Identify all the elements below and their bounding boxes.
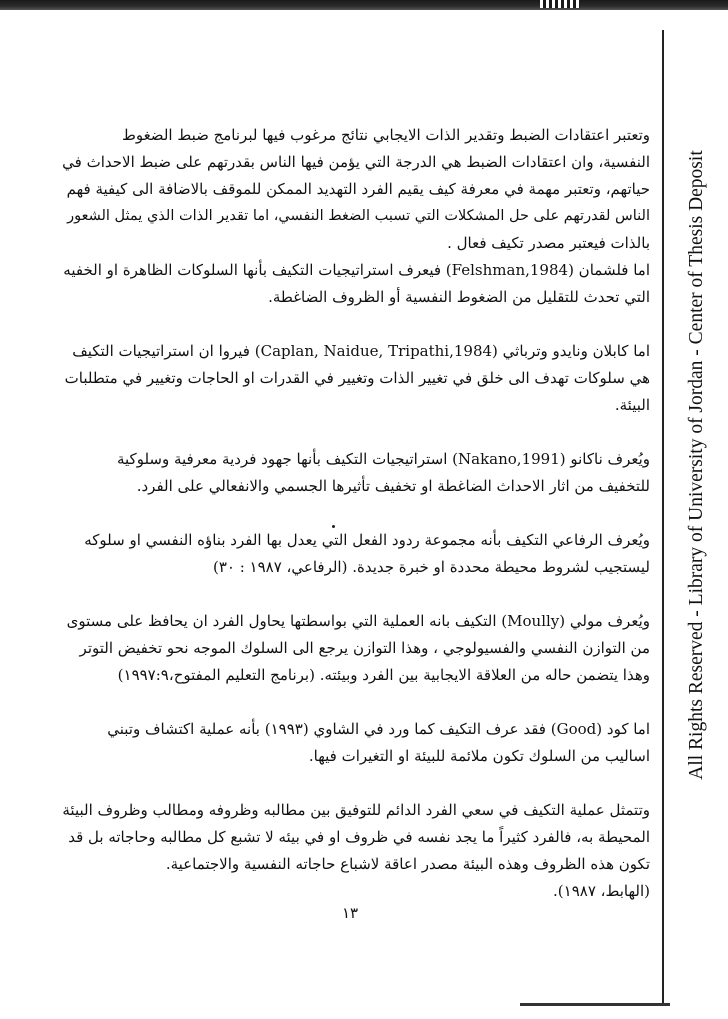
text-line: للتخفيف من اثار الاحداث الضاغطة او تخفيف تأثيرها الجسمي والانفعالي على الفرد. [136, 477, 650, 495]
text-line: التي تحدث للتقليل من الضغوط النفسية أو الظروف الضاغطة. [268, 288, 650, 306]
text-line: المحيطة به، فالفرد كثيراً ما يجد نفسه في ظروف او في بيئه لا تشبع كل مطالبه وحاجاته بل قد [68, 828, 650, 846]
text-line: وتعتبر اعتقادات الضبط وتقدير الذات الايجابي نتائج مرغوب فيها لبرنامج ضبط الضغوط [121, 126, 650, 144]
paragraph-adjustment-process [62, 797, 650, 905]
text-line: تكون هذه الظروف وهذه البيئة مصدر اعاقة لاشباع حاجاته النفسية والاجتماعية. [165, 855, 650, 873]
paragraph-moully [62, 608, 650, 689]
page-bottom-edge [520, 1003, 670, 1006]
text-line: من التوازن النفسي والفسيولوجي ، وهذا التوازن يرجع الى السلوك الموجه نحو تخفيض التوتر [79, 639, 650, 657]
paragraph-felshman [62, 257, 650, 311]
page-binding-edge [662, 30, 664, 1005]
text-line: وتتمثل عملية التكيف في سعي الفرد الدائم للتوفيق بين مطالبه وظروفه ومطالب وظروف البيئة [62, 801, 650, 819]
text-line: اما فلشمان (Felshman,1984) فيعرف استراتيجيات التكيف بأنها السلوكات الظاهرة او الخفيه [63, 261, 650, 279]
stray-dot [332, 525, 335, 528]
text-line: اما كود (Good) فقد عرف التكيف كما ورد في الشاوي (١٩٩٣) بأنه عملية اكتشاف وتبني [107, 720, 650, 738]
text-line: ويُعرف مولي (Moully) التكيف بانه العملية التي بواسطتها يحاول الفرد ان يحافظ على مستوى [66, 612, 650, 630]
paragraph-rifai [62, 527, 650, 581]
page-number: ١٣ [341, 904, 359, 922]
text-line: هي سلوكات تهدف الى خلق في تغيير الذات وتغيير في القدرات او الحاجات وتغيير في متطلبات [64, 369, 650, 387]
text-line: اساليب من السلوك تكون ملائمة للبيئة او التغيرات فيها. [308, 747, 650, 765]
paragraph-good [62, 716, 650, 770]
text-line: ويُعرف ناكانو (Nakano,1991) استراتيجيات التكيف بأنها جهود فردية معرفية وسلوكية [116, 450, 650, 468]
watermark-column [672, 0, 722, 1019]
paragraph-locus-of-control [62, 122, 650, 257]
text-line: البيئة. [614, 396, 650, 414]
text-line: اما كابلان ونايدو وترباثي (Caplan, Naidue, Tripathi,1984) فيروا ان استراتيجيات التكيف [72, 342, 650, 360]
text-line: وهذا يتضمن حاله من العلاقة الايجابية بين الفرد وبيئته. (برنامج التعليم المفتوح،١٩٩٧:٩) [117, 666, 650, 684]
text-line: ليستجيب لشروط محيطة محددة او خبرة جديدة. (الرفاعي، ١٩٨٧ : ٣٠) [212, 558, 650, 576]
paragraph-nakano [62, 446, 650, 500]
text-line: حياتهم، وتعتبر مهمة في معرفة كيف يقيم الفرد التهديد الممكن للموقف بالاضافة الى كيفية فهم [66, 180, 650, 198]
repository-watermark: All Rights Reserved - Library of University of Jordan - Center of Thesis Deposit [686, 150, 707, 780]
text-line: (الهابط، ١٩٨٧). [553, 882, 650, 900]
paragraph-caplan [62, 338, 650, 419]
scan-top-notch [540, 0, 580, 8]
text-line: الناس لقدرتهم على حل المشكلات التي تسبب الضغط النفسي، اما تقدير الذات الذي يمثل الشعور [67, 208, 650, 224]
text-line: ويُعرف الرفاعي التكيف بأنه مجموعة ردود الفعل التي يعدل بها الفرد بناؤه النفسي او سلوكه [84, 531, 650, 549]
scan-top-border [0, 0, 728, 10]
text-line: النفسية، وان اعتقادات الضبط هي الدرجة التي يؤمن فيها الناس بقدرتهم على ضبط الاحداث في [62, 153, 650, 171]
text-line: بالذات فيعتبر مصدر تكيف فعال . [447, 234, 650, 252]
document-body [62, 122, 650, 905]
